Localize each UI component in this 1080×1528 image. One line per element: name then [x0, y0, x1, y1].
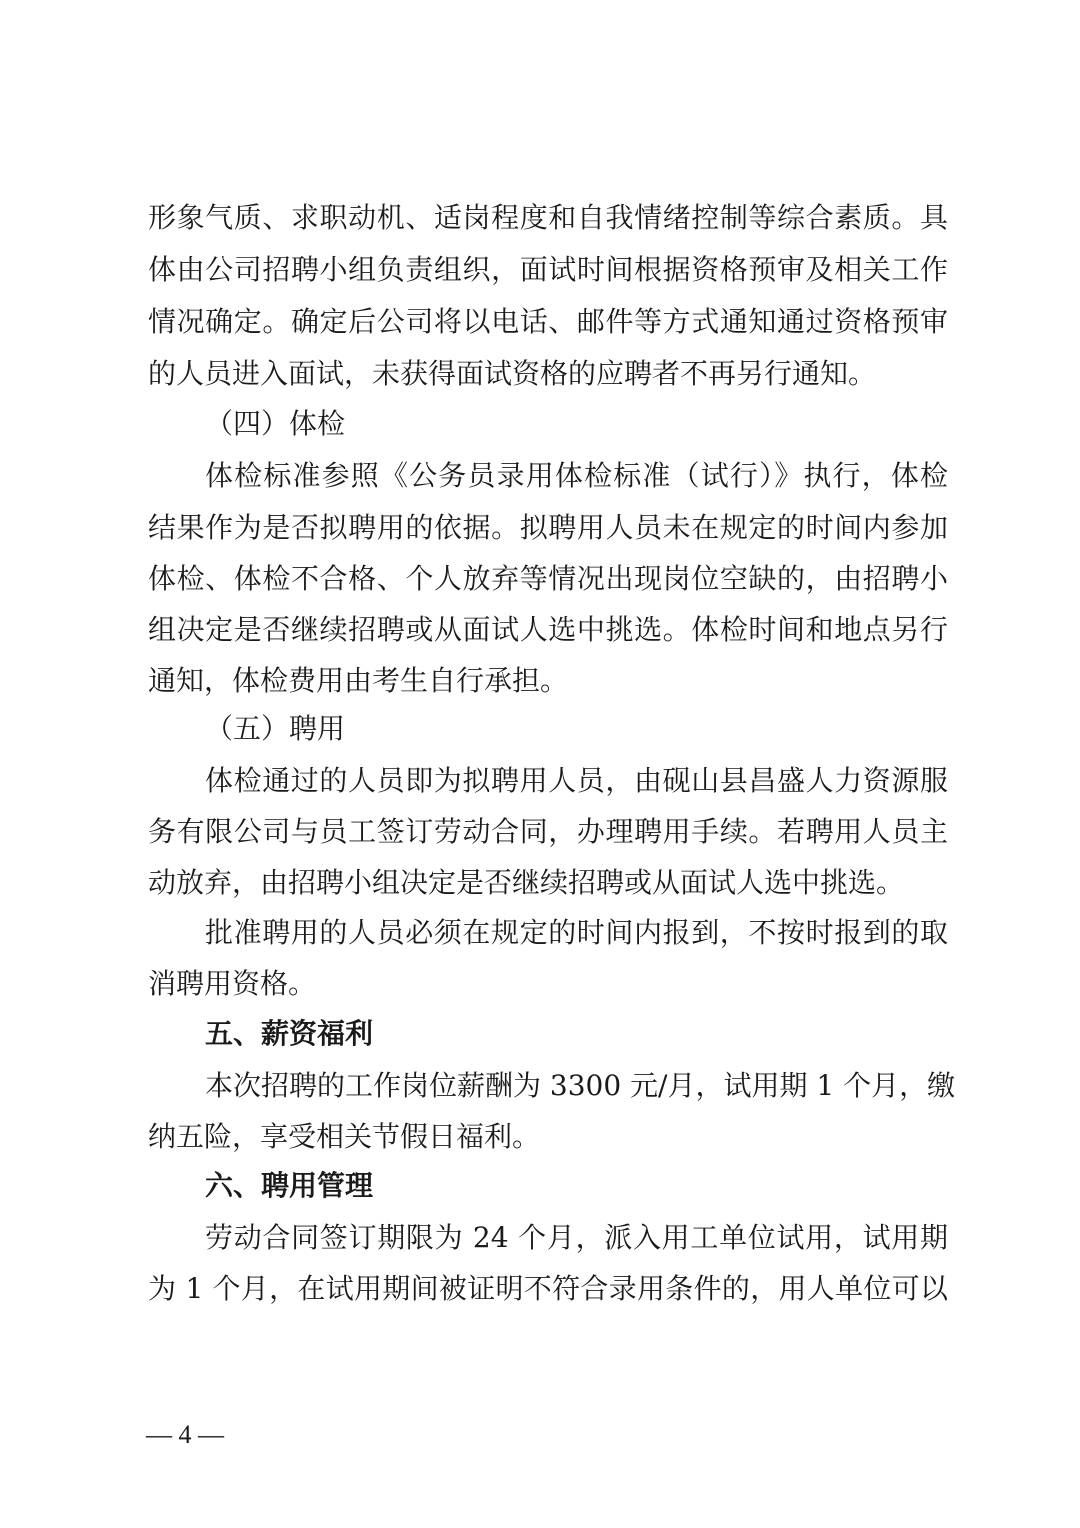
body-text-line: 体由公司招聘小组负责组织，面试时间根据资格预审及相关工作	[148, 253, 948, 286]
section-heading-management: 六、聘用管理	[205, 1169, 374, 1202]
body-text-line: 体检标准参照《公务员录用体检标准（试行）》执行，体检	[205, 459, 948, 492]
body-text-line: 形象气质、求职动机、适岗程度和自我情绪控制等综合素质。具	[148, 201, 948, 234]
body-text-line: 批准聘用的人员必须在规定的时间内报到，不按时报到的取	[205, 916, 948, 949]
body-text-line: 动放弃，由招聘小组决定是否继续招聘或从面试人选中挑选。	[148, 866, 905, 899]
body-text-line: 纳五险，享受相关节假日福利。	[148, 1120, 541, 1153]
section-heading-employment: （五）聘用	[205, 712, 346, 745]
page-number: — 4 —	[146, 1420, 224, 1449]
body-text-line: 组决定是否继续招聘或从面试人选中挑选。体检时间和地点另行	[148, 613, 948, 646]
body-text-line: 通知，体检费用由考生自行承担。	[148, 664, 569, 697]
body-text-line: 消聘用资格。	[148, 967, 317, 1000]
body-text-line: 体检通过的人员即为拟聘用人员，由砚山县昌盛人力资源服	[205, 764, 948, 797]
section-heading-salary: 五、薪资福利	[205, 1017, 374, 1050]
body-text-line: 情况确定。确定后公司将以电话、邮件等方式通知通过资格预审	[148, 305, 948, 338]
body-text-line: 务有限公司与员工签订劳动合同，办理聘用手续。若聘用人员主	[148, 815, 948, 848]
body-text-line: 的人员进入面试，未获得面试资格的应聘者不再另行通知。	[148, 357, 877, 390]
body-text-line: 为 1 个月，在试用期间被证明不符合录用条件的，用人单位可以	[148, 1272, 948, 1305]
body-text-line: 本次招聘的工作岗位薪酬为 3300 元/月，试用期 1 个月，缴	[205, 1069, 956, 1102]
body-text-line: 劳动合同签订期限为 24 个月，派入用工单位试用，试用期	[205, 1221, 948, 1254]
body-text-line: 体检、体检不合格、个人放弃等情况出现岗位空缺的，由招聘小	[148, 562, 948, 595]
body-text-line: 结果作为是否拟聘用的依据。拟聘用人员未在规定的时间内参加	[148, 511, 948, 544]
section-heading-physical-exam: （四）体检	[205, 407, 346, 440]
